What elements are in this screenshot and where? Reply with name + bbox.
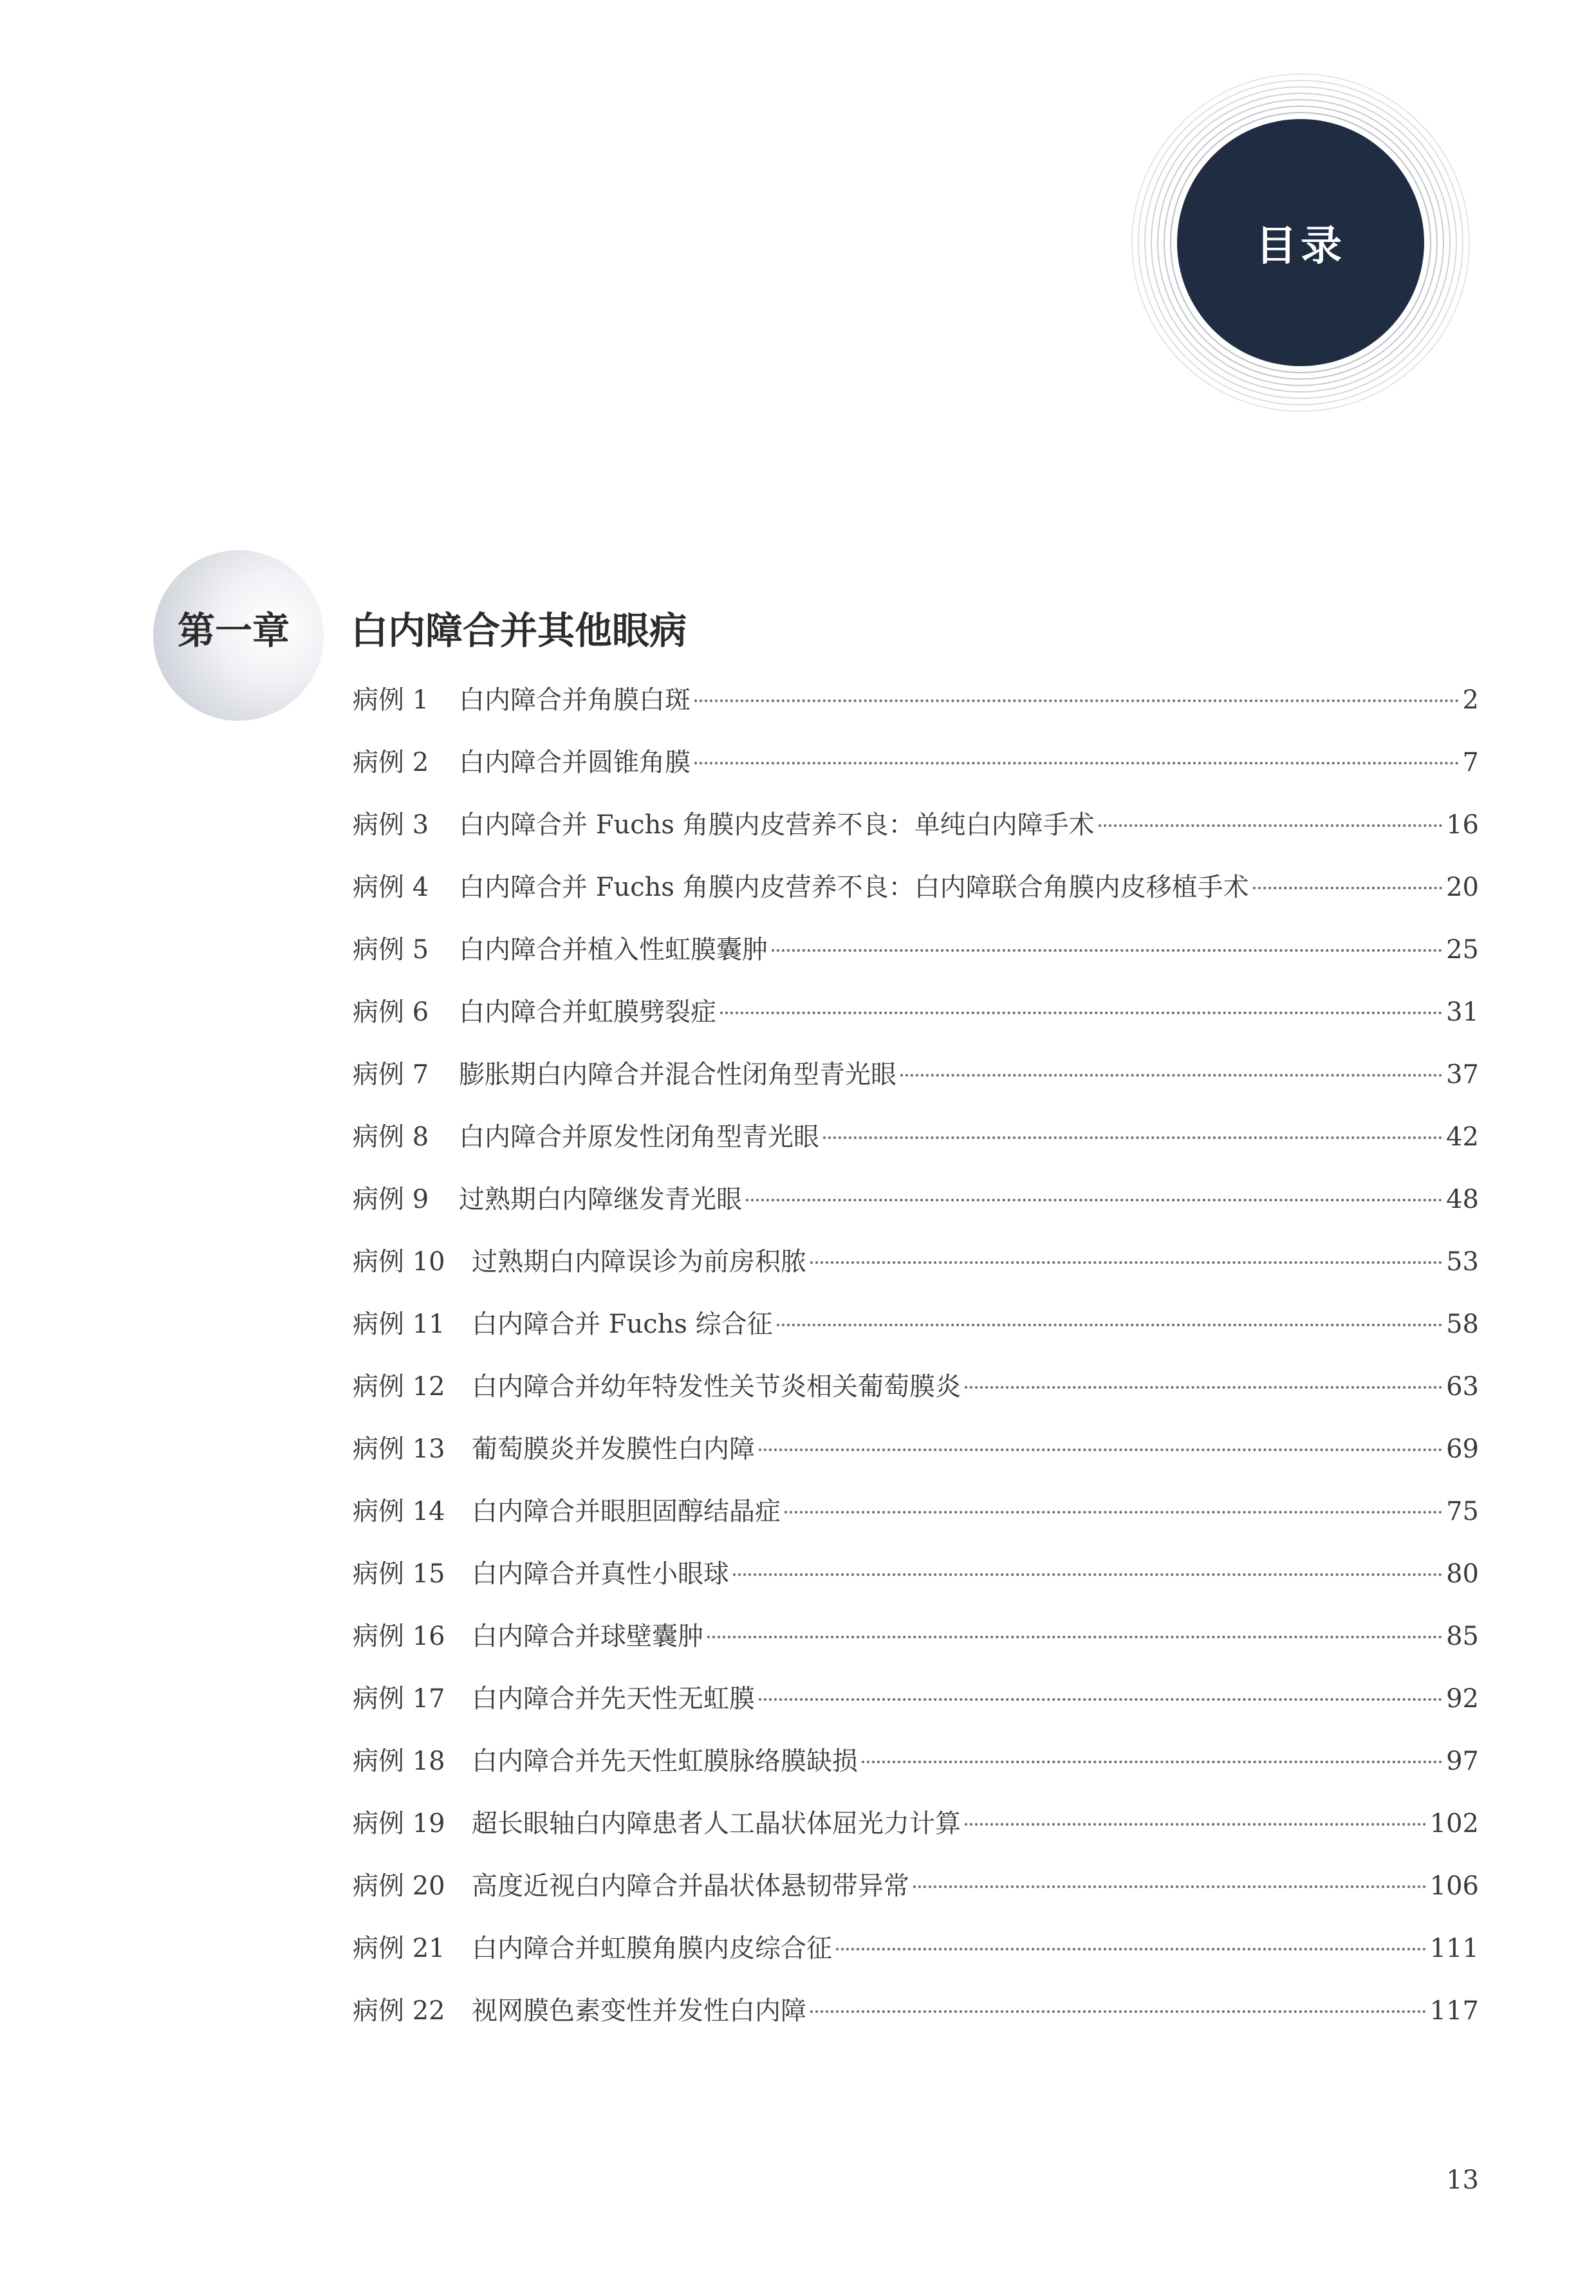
toc-entry[interactable] — [353, 1555, 1479, 1617]
toc-list — [353, 681, 1479, 2054]
entry-page-number: 117 — [1429, 1996, 1479, 2026]
toc-entry[interactable] — [353, 1055, 1479, 1118]
toc-title: 目录 — [1256, 223, 1346, 270]
entry-title: 白内障合并幼年特发性关节炎相关葡萄膜炎 — [472, 1372, 961, 1402]
chapter-title: 白内障合并其他眼病 — [351, 609, 687, 653]
entry-page-number: 80 — [1446, 1559, 1479, 1589]
entry-title: 白内障合并虹膜角膜内皮综合征 — [472, 1934, 832, 1963]
entry-title: 白内障合并原发性闭角型青光眼 — [459, 1122, 819, 1152]
entry-title: 过熟期白内障继发青光眼 — [459, 1185, 742, 1214]
entry-page-number: 25 — [1446, 935, 1479, 965]
entry-page-number: 75 — [1446, 1497, 1479, 1526]
entry-title: 白内障合并角膜白斑 — [459, 685, 691, 715]
toc-entry[interactable] — [353, 1680, 1479, 1742]
entry-title: 过熟期白内障误诊为前房积脓 — [472, 1247, 806, 1277]
case-label: 病例 15 — [353, 1559, 445, 1589]
entry-title: 膨胀期白内障合并混合性闭角型青光眼 — [459, 1060, 896, 1089]
toc-entry[interactable] — [353, 868, 1479, 930]
entry-title: 葡萄膜炎并发膜性白内障 — [472, 1434, 755, 1464]
chapter-label: 第一章 — [178, 609, 290, 653]
entry-title: 白内障合并 Fuchs 综合征 — [472, 1310, 773, 1339]
dot-leader — [900, 1074, 1442, 1077]
case-label: 病例 2 — [353, 748, 429, 777]
dot-leader — [694, 699, 1459, 702]
toc-entry[interactable] — [353, 1243, 1479, 1305]
dot-leader — [810, 2010, 1426, 2013]
entry-page-number: 63 — [1446, 1372, 1479, 1402]
toc-entry[interactable] — [353, 1492, 1479, 1555]
case-label: 病例 13 — [353, 1434, 445, 1464]
case-label: 病例 5 — [353, 935, 429, 965]
dot-leader — [913, 1885, 1426, 1888]
footer-page-number: 13 — [1446, 2165, 1479, 2195]
toc-entry[interactable] — [353, 1367, 1479, 1430]
toc-entry[interactable] — [353, 681, 1479, 743]
case-label: 病例 18 — [353, 1746, 445, 1776]
dot-leader — [746, 1199, 1442, 1201]
toc-entry[interactable] — [353, 1929, 1479, 1992]
entry-page-number: 42 — [1446, 1122, 1479, 1152]
toc-entry[interactable] — [353, 1867, 1479, 1929]
case-label: 病例 16 — [353, 1622, 445, 1651]
dot-leader — [733, 1573, 1442, 1576]
dot-leader — [784, 1511, 1442, 1514]
case-label: 病例 17 — [353, 1684, 445, 1714]
dot-leader — [862, 1761, 1442, 1763]
dot-leader — [777, 1324, 1442, 1326]
case-label: 病例 6 — [353, 997, 429, 1027]
case-label: 病例 14 — [353, 1497, 445, 1526]
case-label: 病例 9 — [353, 1185, 429, 1214]
dot-leader — [810, 1261, 1442, 1264]
entry-title: 白内障合并 Fuchs 角膜内皮营养不良：单纯白内障手术 — [459, 810, 1095, 840]
entry-page-number: 58 — [1446, 1310, 1479, 1339]
entry-title: 白内障合并先天性虹膜脉络膜缺损 — [472, 1746, 858, 1776]
toc-entry[interactable] — [353, 1992, 1479, 2054]
entry-page-number: 69 — [1446, 1434, 1479, 1464]
toc-entry[interactable] — [353, 1180, 1479, 1243]
case-label: 病例 8 — [353, 1122, 429, 1152]
case-label: 病例 10 — [353, 1247, 445, 1277]
entry-title: 白内障合并虹膜劈裂症 — [459, 997, 716, 1027]
dot-leader — [720, 1012, 1442, 1014]
case-label: 病例 3 — [353, 810, 429, 840]
entry-page-number: 2 — [1462, 685, 1479, 715]
entry-title: 视网膜色素变性并发性白内障 — [472, 1996, 806, 2026]
dot-leader — [772, 949, 1442, 952]
toc-entry[interactable] — [353, 993, 1479, 1055]
entry-title: 白内障合并先天性无虹膜 — [472, 1684, 755, 1714]
dot-leader — [707, 1636, 1442, 1638]
entry-page-number: 7 — [1462, 748, 1479, 777]
entry-title: 超长眼轴白内障患者人工晶状体屈光力计算 — [472, 1809, 961, 1838]
entry-title: 白内障合并植入性虹膜囊肿 — [459, 935, 768, 965]
toc-entry[interactable] — [353, 1804, 1479, 1867]
toc-entry[interactable] — [353, 1305, 1479, 1367]
dot-leader — [759, 1449, 1442, 1451]
toc-entry[interactable] — [353, 743, 1479, 806]
toc-entry[interactable] — [353, 1742, 1479, 1804]
dot-leader — [1253, 887, 1442, 889]
toc-entry[interactable] — [353, 1118, 1479, 1180]
dot-leader — [965, 1386, 1442, 1389]
entry-page-number: 102 — [1429, 1809, 1479, 1838]
dot-leader — [823, 1136, 1442, 1139]
entry-page-number: 48 — [1446, 1185, 1479, 1214]
entry-title: 白内障合并圆锥角膜 — [459, 748, 691, 777]
dot-leader — [836, 1948, 1426, 1950]
entry-page-number: 53 — [1446, 1247, 1479, 1277]
case-label: 病例 1 — [353, 685, 429, 715]
entry-title: 白内障合并真性小眼球 — [472, 1559, 729, 1589]
toc-entry[interactable] — [353, 806, 1479, 868]
case-label: 病例 7 — [353, 1060, 429, 1089]
dot-leader — [1099, 824, 1442, 827]
entry-page-number: 16 — [1446, 810, 1479, 840]
entry-page-number: 20 — [1446, 873, 1479, 902]
dot-leader — [694, 762, 1459, 764]
case-label: 病例 19 — [353, 1809, 445, 1838]
case-label: 病例 12 — [353, 1372, 445, 1402]
dot-leader — [759, 1698, 1442, 1701]
entry-page-number: 85 — [1446, 1622, 1479, 1651]
entry-page-number: 111 — [1429, 1934, 1479, 1963]
entry-page-number: 97 — [1446, 1746, 1479, 1776]
entry-page-number: 92 — [1446, 1684, 1479, 1714]
case-label: 病例 4 — [353, 873, 429, 902]
toc-entry[interactable] — [353, 1617, 1479, 1680]
entry-title: 白内障合并球壁囊肿 — [472, 1622, 703, 1651]
dot-leader — [965, 1823, 1426, 1826]
entry-title: 高度近视白内障合并晶状体悬韧带异常 — [472, 1871, 909, 1901]
case-label: 病例 22 — [353, 1996, 445, 2026]
entry-page-number: 31 — [1446, 997, 1479, 1027]
toc-entry[interactable] — [353, 930, 1479, 993]
entry-title: 白内障合并 Fuchs 角膜内皮营养不良：白内障联合角膜内皮移植手术 — [459, 873, 1249, 902]
case-label: 病例 11 — [353, 1310, 445, 1339]
toc-entry[interactable] — [353, 1430, 1479, 1492]
entry-title: 白内障合并眼胆固醇结晶症 — [472, 1497, 781, 1526]
case-label: 病例 21 — [353, 1934, 445, 1963]
entry-page-number: 37 — [1446, 1060, 1479, 1089]
entry-page-number: 106 — [1429, 1871, 1479, 1901]
case-label: 病例 20 — [353, 1871, 445, 1901]
